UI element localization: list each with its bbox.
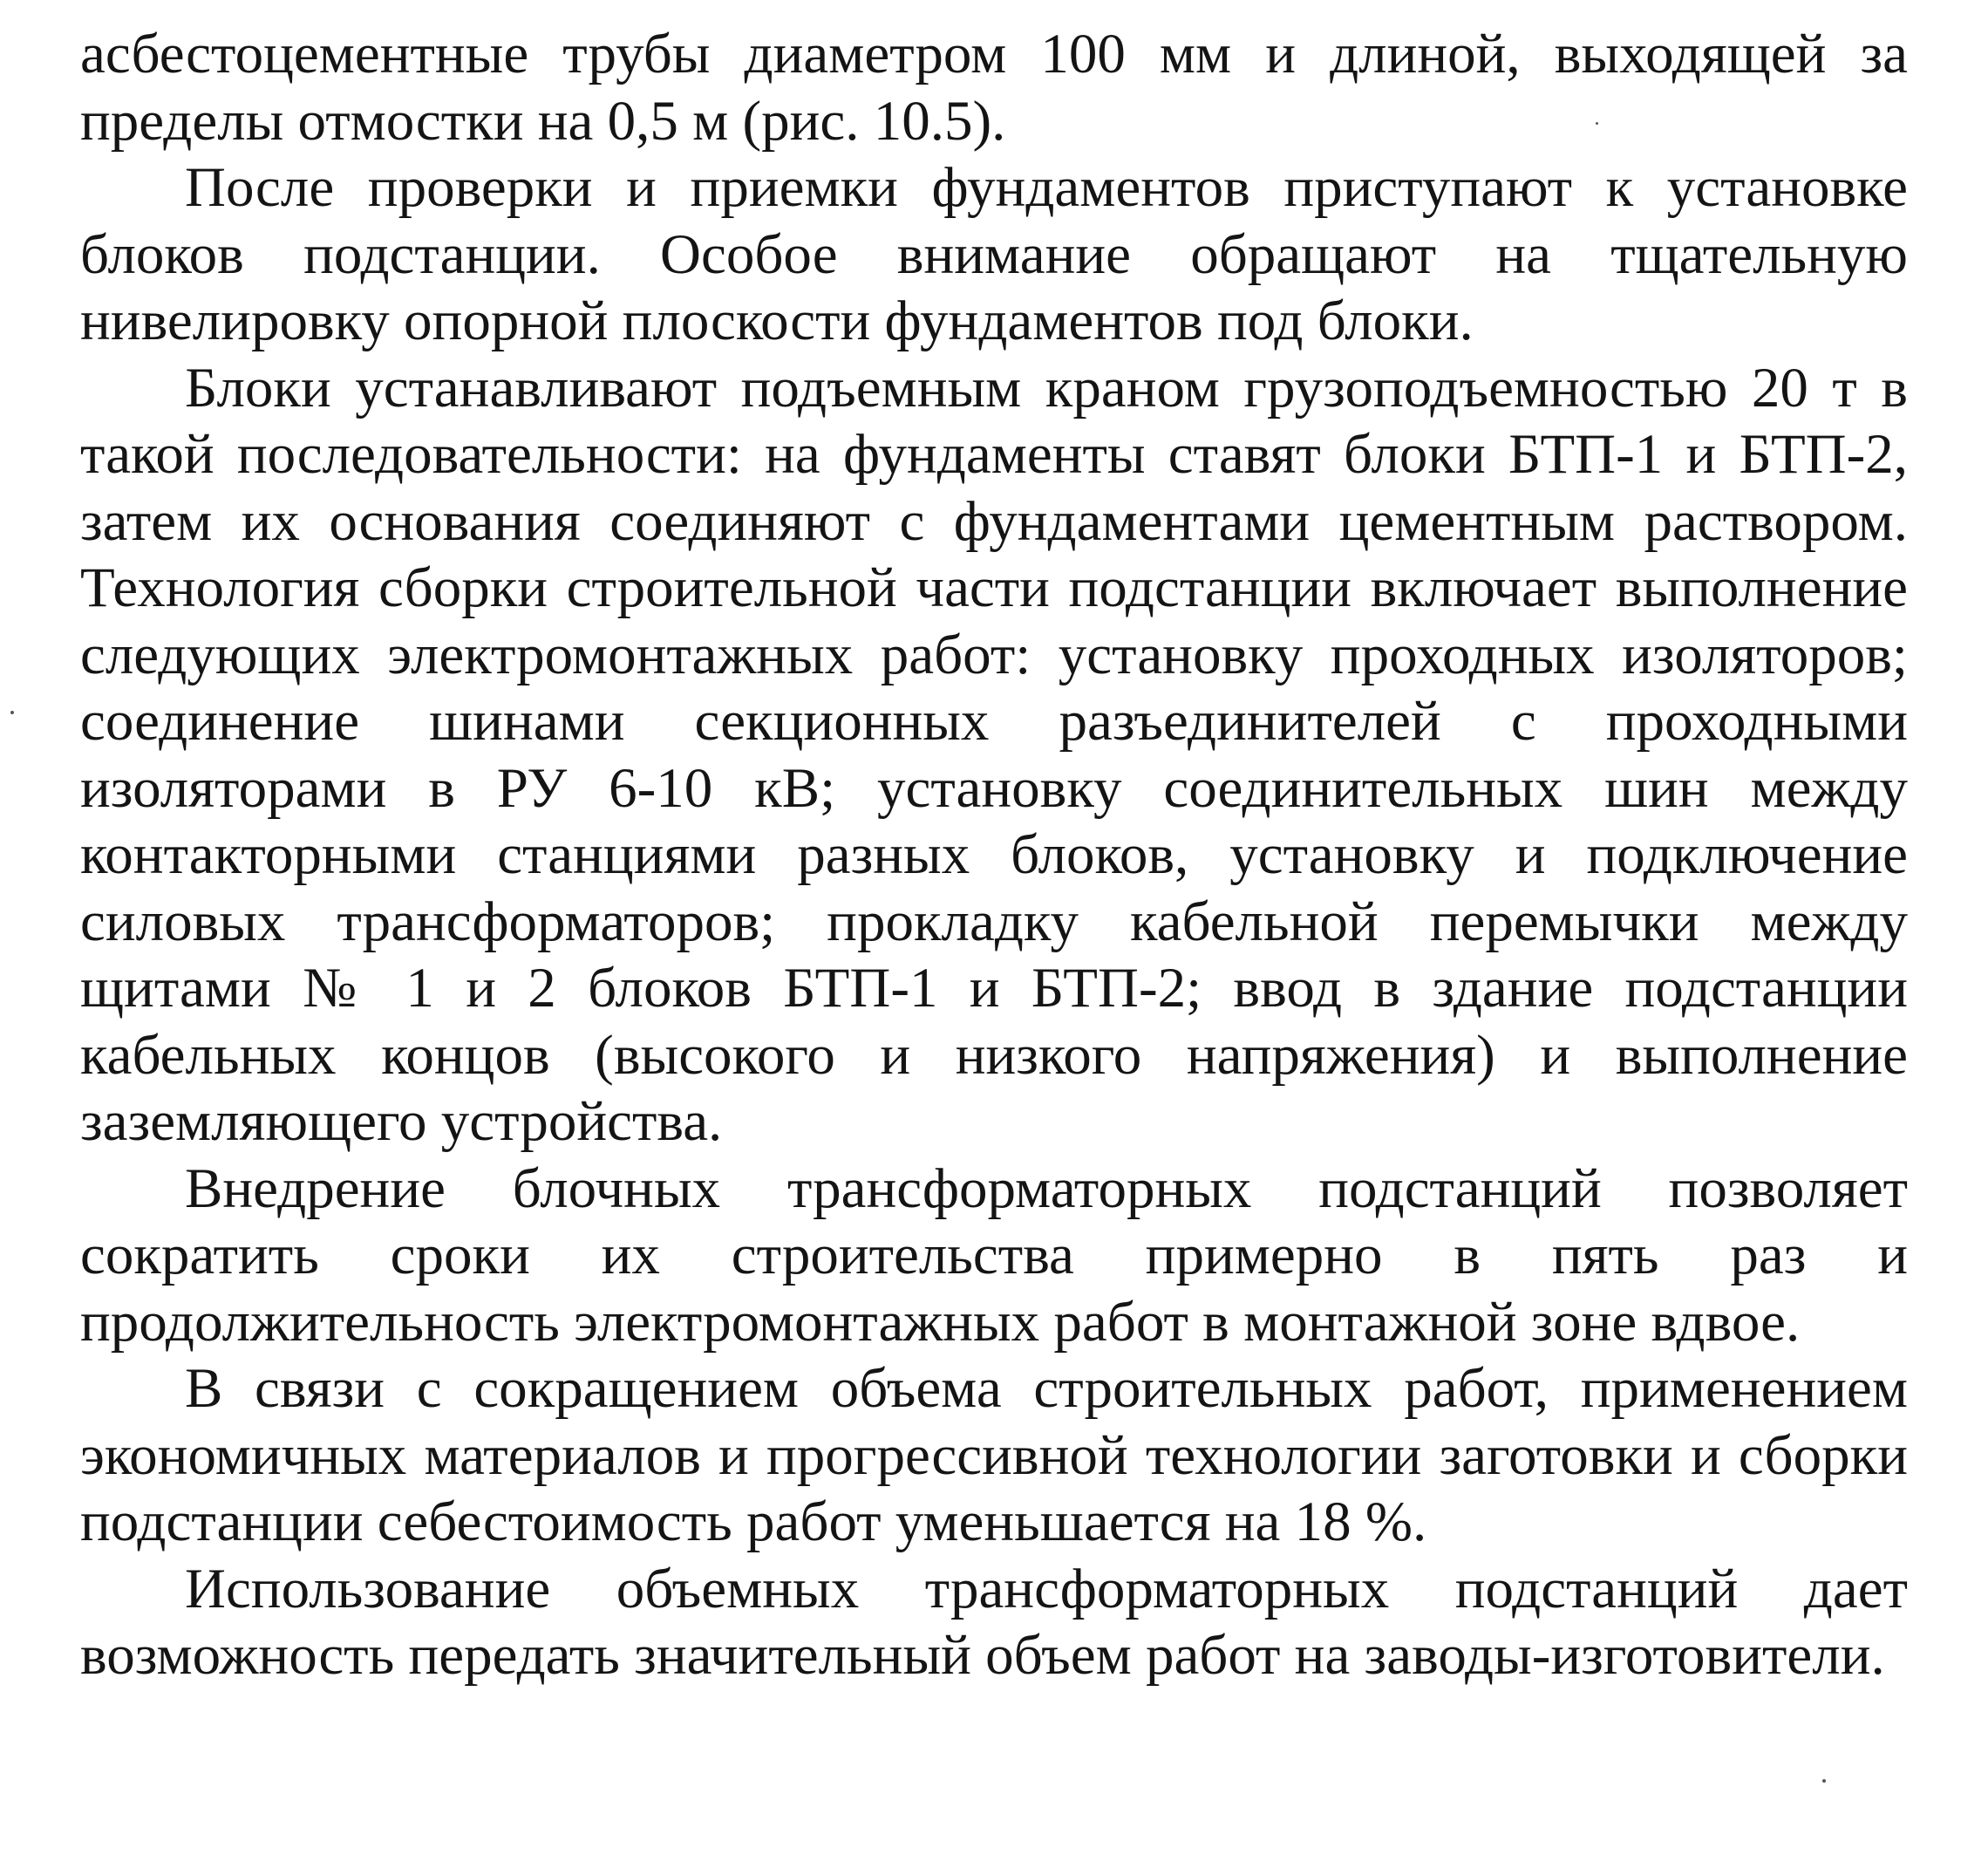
scan-speck [1596, 122, 1598, 125]
paragraph-1: асбестоцементные трубы диаметром 100 мм и длиной, выходящей за пределы отмостки на 0,5 м (рис. 10.5). [80, 23, 1908, 153]
scan-speck [1822, 1779, 1826, 1783]
paragraph-6: Использование объемных трансформаторных подстанций дает возможность передать значительный объем работ на заводы-изготовители. [80, 1557, 1908, 1687]
paragraph-2: После проверки и приемки фундаментов приступают к установке блоков подстанции. Особое внимание обращают на тщательную нивелировку опорной плоскости фундаментов под блоки. [80, 156, 1908, 352]
paragraph-3: Блоки устанавливают подъемным краном грузоподъемностью 20 т в такой последовательности: на фундаменты ставят блоки БТП-1 и БТП-2, затем их основания соединяют с фундаментами цементным раствором. Технология сборки строительной части подстанции включает выполнение следующих электромонтажных работ: установку проходных изоляторов; соединение шинами секционных разъединителей с проходными изоляторами в РУ 6-10 кВ; установку соединительных шин между контакторными станциями разных блоков, установку и подключение силовых трансформаторов; прокладку кабельной перемычки между щитами № 1 и 2 блоков БТП-1 и БТП-2; ввод в здание подстанции кабельных концов (высокого и низкого напряжения) и выполнение заземляющего устройства. [80, 356, 1908, 1153]
paragraph-5: В связи с сокращением объема строительных работ, применением экономичных материалов и прогрессивной технологии заготовки и сборки подстанции себестоимость работ уменьшается на 18 %. [80, 1357, 1908, 1553]
document-page [80, 21, 1908, 1689]
scan-speck [10, 711, 14, 714]
paragraph-4: Внедрение блочных трансформаторных подстанций позволяет сократить сроки их строительства примерно в пять раз и продолжительность электромонтажных работ в монтажной зоне вдвое. [80, 1156, 1908, 1354]
